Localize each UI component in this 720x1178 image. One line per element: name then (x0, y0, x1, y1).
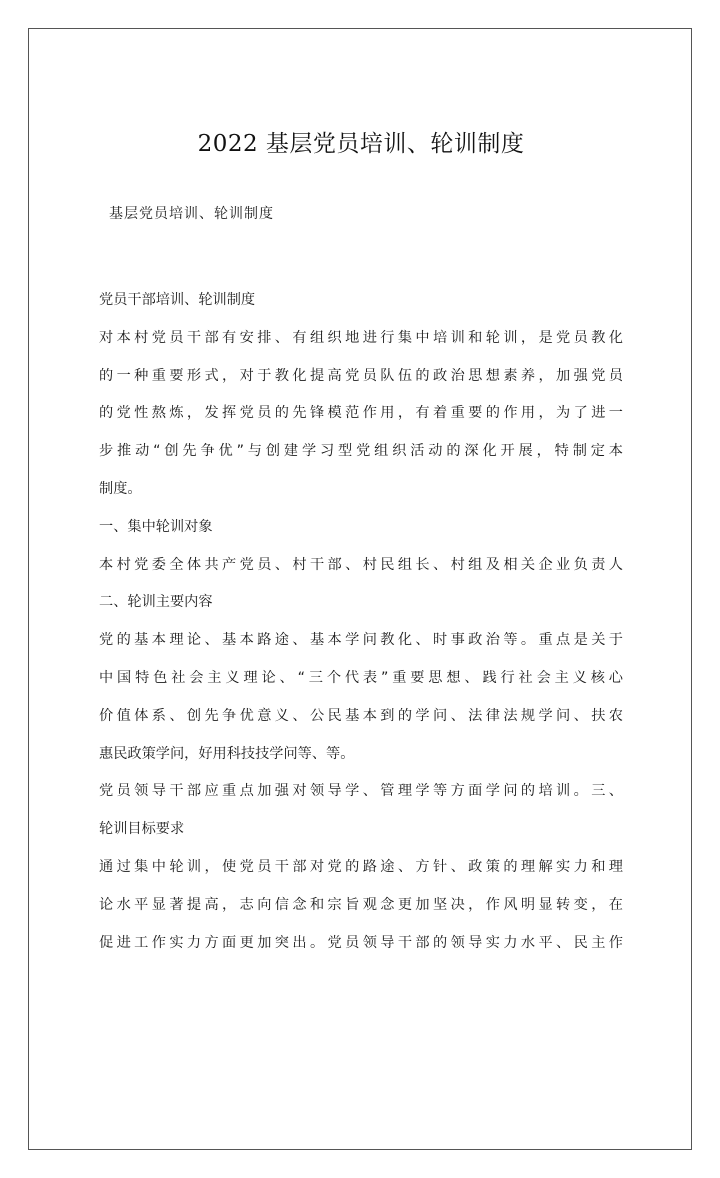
body-line: 对本村党员干部有安排、有组织地进行集中培训和轮训，是党员教化 (99, 329, 623, 346)
body-line: 党员领导干部应重点加强对领导学、管理学等方面学问的培训。三、 (99, 783, 623, 800)
body-line: 惠民政策学问，好用科技技学问等、等。 (99, 745, 355, 762)
document-body (99, 287, 623, 967)
body-line: 通过集中轮训，使党员干部对党的路途、方针、政策的理解实力和理 (99, 858, 623, 875)
body-line: 轮训目标要求 (99, 821, 185, 838)
body-line: 步推动“创先争优”与创建学习型党组织活动的深化开展，特制定本 (99, 443, 623, 460)
body-line: 价值体系、创先争优意义、公民基本到的学问、法律法规学问、扶农 (99, 707, 623, 724)
document-title: 2022 基层党员培训、轮训制度 (197, 131, 525, 157)
body-line: 党的基本理论、基本路途、基本学问教化、时事政治等。重点是关于 (99, 632, 623, 649)
body-line: 论水平显著提高，志向信念和宗旨观念更加坚决，作风明显转变，在 (99, 896, 623, 913)
body-line: 二、轮训主要内容 (99, 594, 213, 611)
body-line: 促进工作实力方面更加突出。党员领导干部的领导实力水平、民主作 (99, 934, 623, 951)
body-line: 的党性熬炼，发挥党员的先锋模范作用，有着重要的作用，为了进一 (99, 405, 623, 422)
body-line: 一、集中轮训对象 (99, 518, 213, 535)
document-subtitle: 基层党员培训、轮训制度 (109, 206, 274, 222)
body-line: 制度。 (99, 480, 142, 497)
body-line: 中国特色社会主义理论、“三个代表”重要思想、践行社会主义核心 (99, 669, 623, 686)
body-line: 党员干部培训、轮训制度 (99, 292, 256, 308)
body-line: 的一种重要形式，对于教化提高党员队伍的政治思想素养，加强党员 (99, 367, 623, 384)
document-page (28, 28, 692, 1150)
body-line: 本村党委全体共产党员、村干部、村民组长、村组及相关企业负责人 (99, 556, 623, 573)
